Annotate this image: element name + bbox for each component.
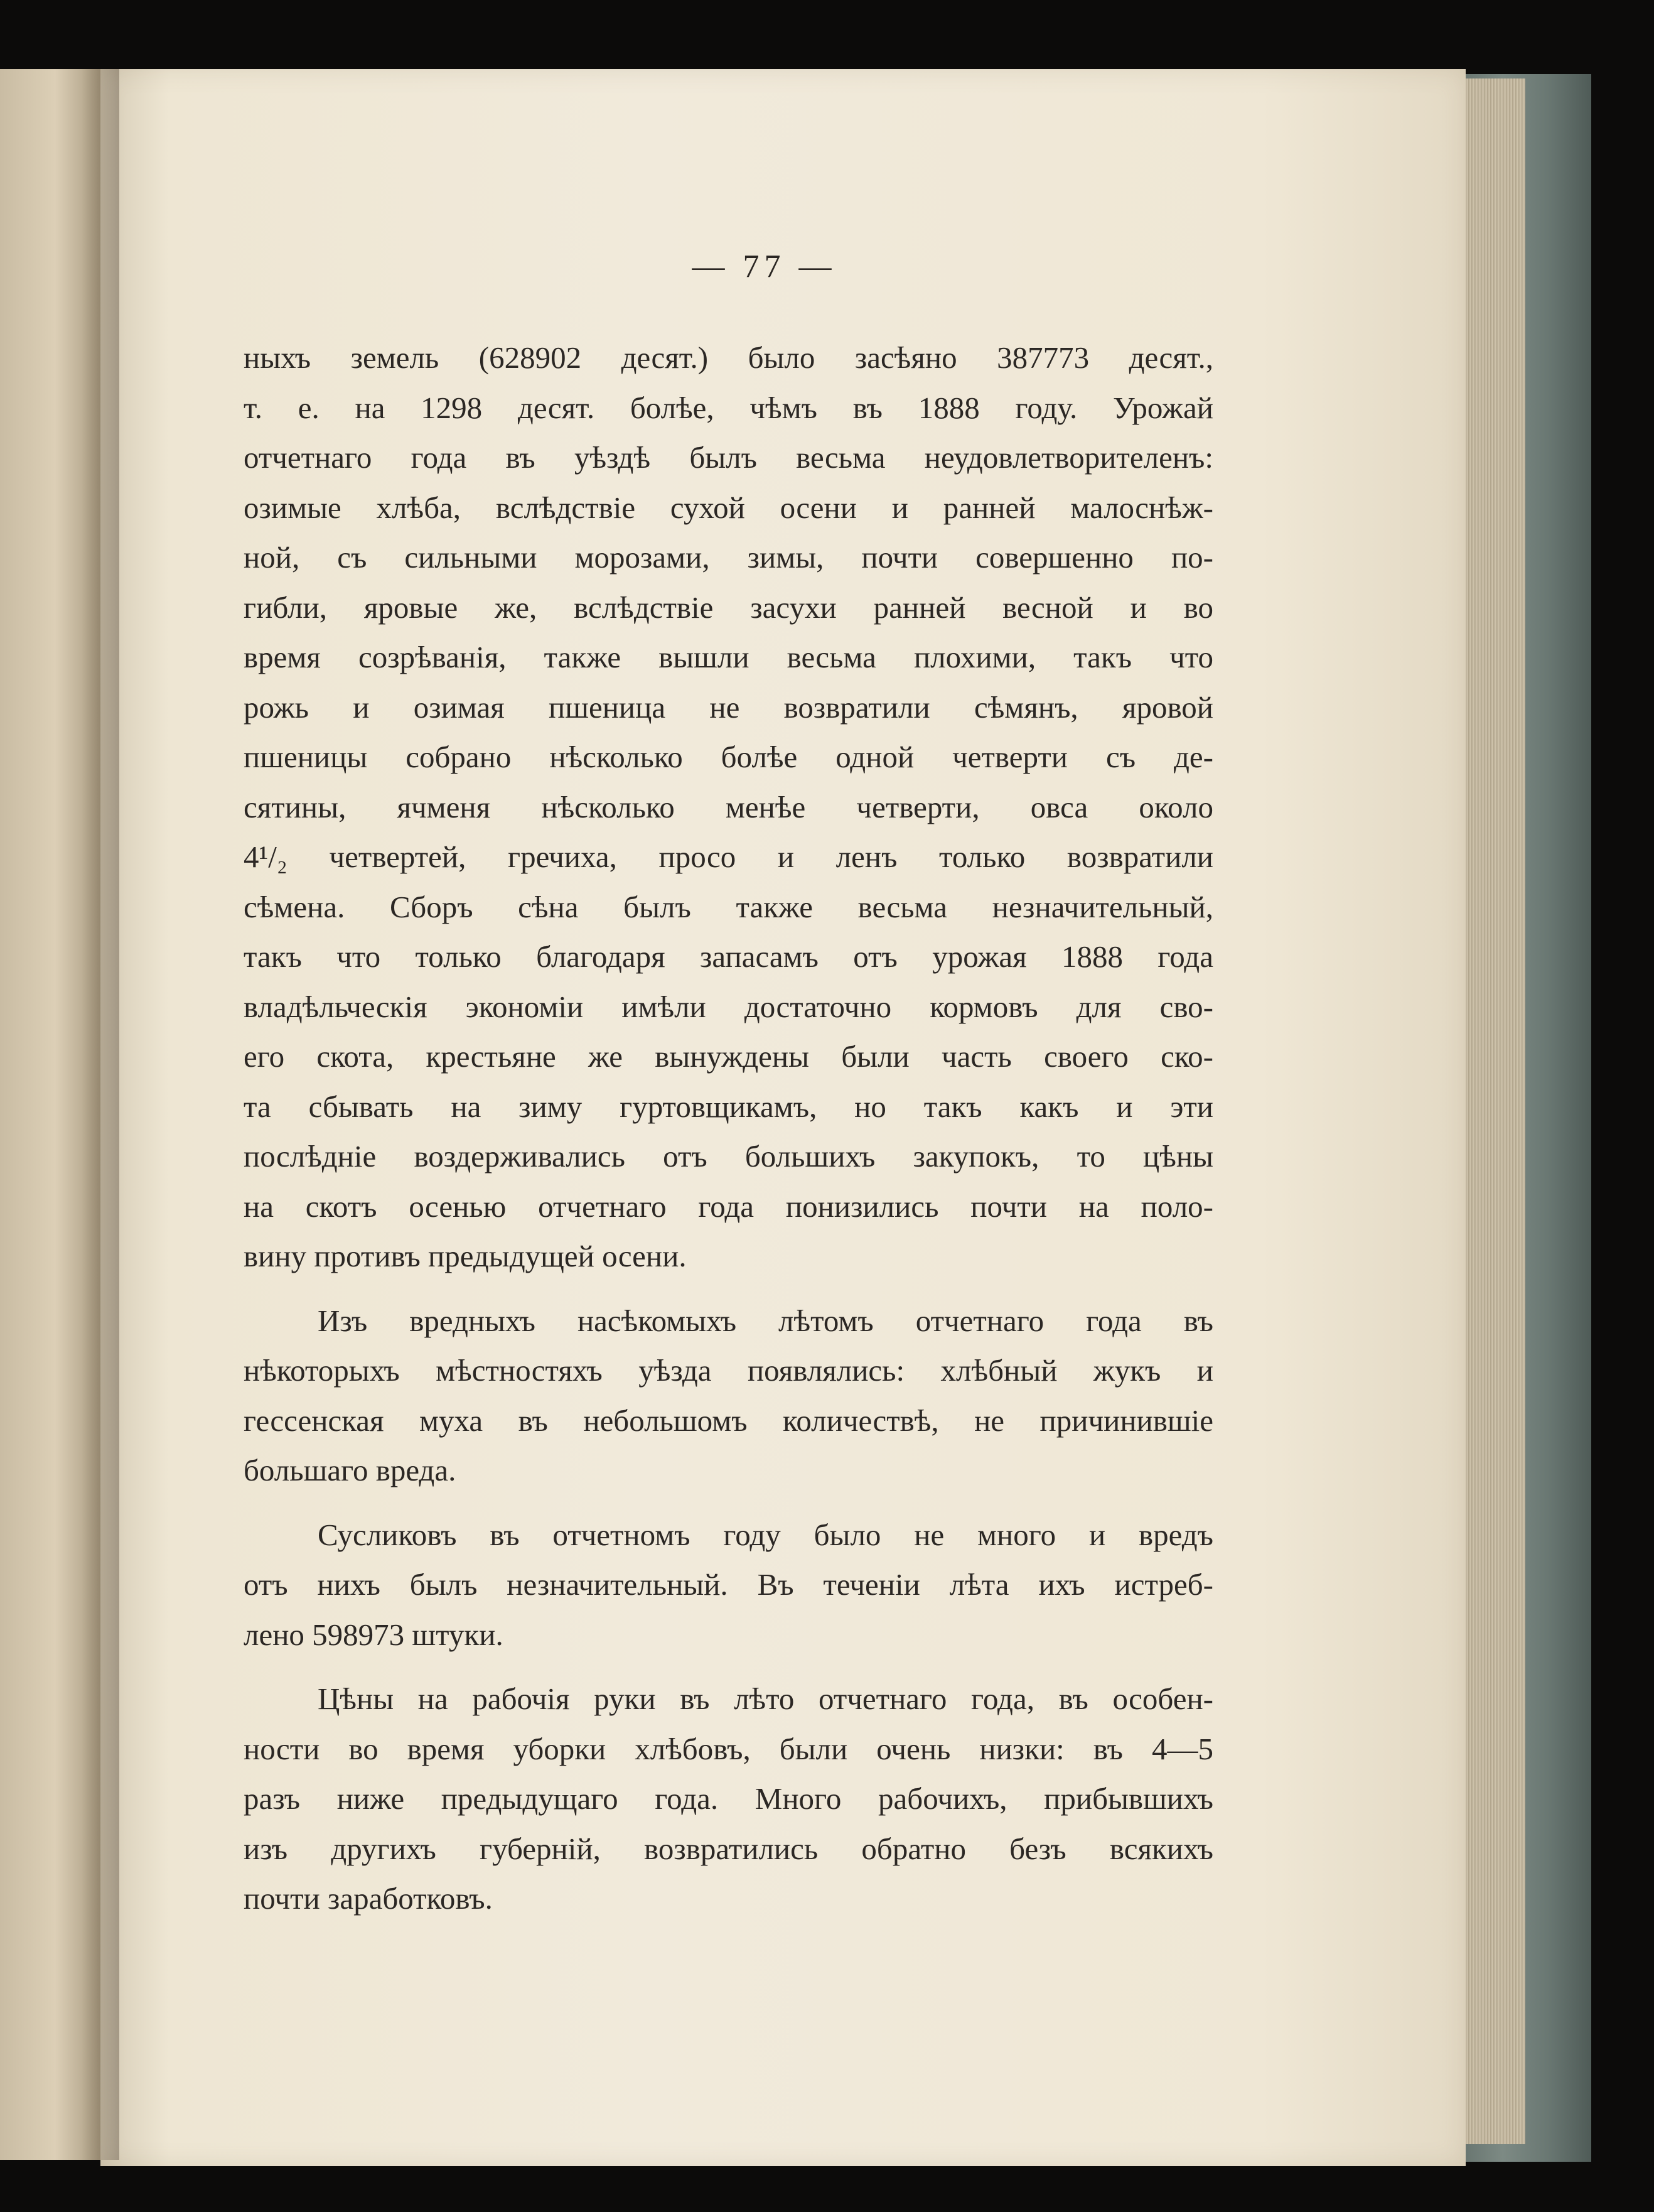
paragraph — [244, 1674, 1213, 1924]
text-line: сѣмена. Сборъ сѣна былъ также весьма незначительный, — [244, 889, 1213, 924]
text-line: разъ ниже предыдущаго года. Много рабочихъ, прибывшихъ — [244, 1781, 1213, 1816]
text-line: Изъ вредныхъ насѣкомыхъ лѣтомъ отчетнаго года въ — [318, 1303, 1213, 1338]
text-line: рожь и озимая пшеница не возвратили сѣмянъ, яровой — [244, 689, 1213, 725]
text-line: пшеницы собрано нѣсколько болѣе одной четверти съ де- — [244, 740, 1213, 774]
paragraph — [244, 333, 1213, 1281]
gutter-shadow — [82, 69, 119, 2160]
text-line: 4¹/₂ четвертей, гречиха, просо и ленъ только возвратили — [244, 839, 1213, 874]
text-line: нѣкоторыхъ мѣстностяхъ уѣзда появлялись: хлѣбный жукъ и — [244, 1353, 1213, 1388]
text-line: лено 598973 штуки. — [244, 1617, 503, 1652]
text-line: ной, съ сильными морозами, зимы, почти совершенно по- — [244, 540, 1213, 575]
text-line: владѣльческія экономіи имѣли достаточно кормовъ для сво- — [244, 989, 1213, 1024]
text-line: время созрѣванія, также вышли весьма плохими, такъ что — [244, 640, 1213, 674]
text-line: Сусликовъ въ отчетномъ году было не много и вредъ — [318, 1517, 1213, 1552]
paragraph-gap — [244, 1281, 1213, 1296]
text-line: большаго вреда. — [244, 1453, 456, 1487]
text-line: отъ нихъ былъ незначительный. Въ теченіи лѣта ихъ истреб- — [244, 1567, 1213, 1602]
text-line: ныхъ земель (628902 десят.) было засѣяно 387773 десят., — [244, 340, 1213, 375]
paragraph-gap — [244, 1496, 1213, 1510]
text-line: гессенская муха въ небольшомъ количествѣ, не причинившіе — [244, 1403, 1213, 1438]
page-number: — 77 — — [692, 249, 837, 284]
text-line: гибли, яровые же, вслѣдствіе засухи ранней весной и во — [244, 590, 1213, 625]
body-text — [244, 333, 1213, 1924]
paragraph — [244, 1510, 1213, 1660]
text-line: такъ что только благодаря запасамъ отъ урожая 1888 года — [244, 939, 1213, 974]
text-line: ности во время уборки хлѣбовъ, были очень низки: въ 4—5 — [244, 1731, 1213, 1766]
text-line: отчетнаго года въ уѣздѣ былъ весьма неудовлетворителенъ: — [244, 440, 1213, 475]
text-line: т. е. на 1298 десят. болѣе, чѣмъ въ 1888 году. Урожай — [244, 390, 1213, 425]
text-line: Цѣны на рабочія руки въ лѣто отчетнаго года, въ особен- — [318, 1681, 1213, 1716]
text-line: почти заработковъ. — [244, 1881, 493, 1916]
text-line: его скота, крестьяне же вынуждены были часть своего ско- — [244, 1039, 1213, 1074]
paragraph — [244, 1296, 1213, 1496]
text-line: сятины, ячменя нѣсколько менѣе четверти, овса около — [244, 789, 1213, 824]
text-line: озимые хлѣба, вслѣдствіе сухой осени и ранней малоснѣж- — [244, 490, 1213, 525]
text-line: послѣдніе воздерживались отъ большихъ закупокъ, то цѣны — [244, 1139, 1213, 1173]
paragraph-gap — [244, 1659, 1213, 1674]
text-line: та сбывать на зиму гуртовщикамъ, но такъ какъ и эти — [244, 1089, 1213, 1124]
text-line: на скотъ осенью отчетнаго года понизились почти на поло- — [244, 1189, 1213, 1224]
text-line: вину противъ предыдущей осени. — [244, 1239, 687, 1273]
text-line: изъ другихъ губерній, возвратились обратно безъ всякихъ — [244, 1831, 1213, 1866]
